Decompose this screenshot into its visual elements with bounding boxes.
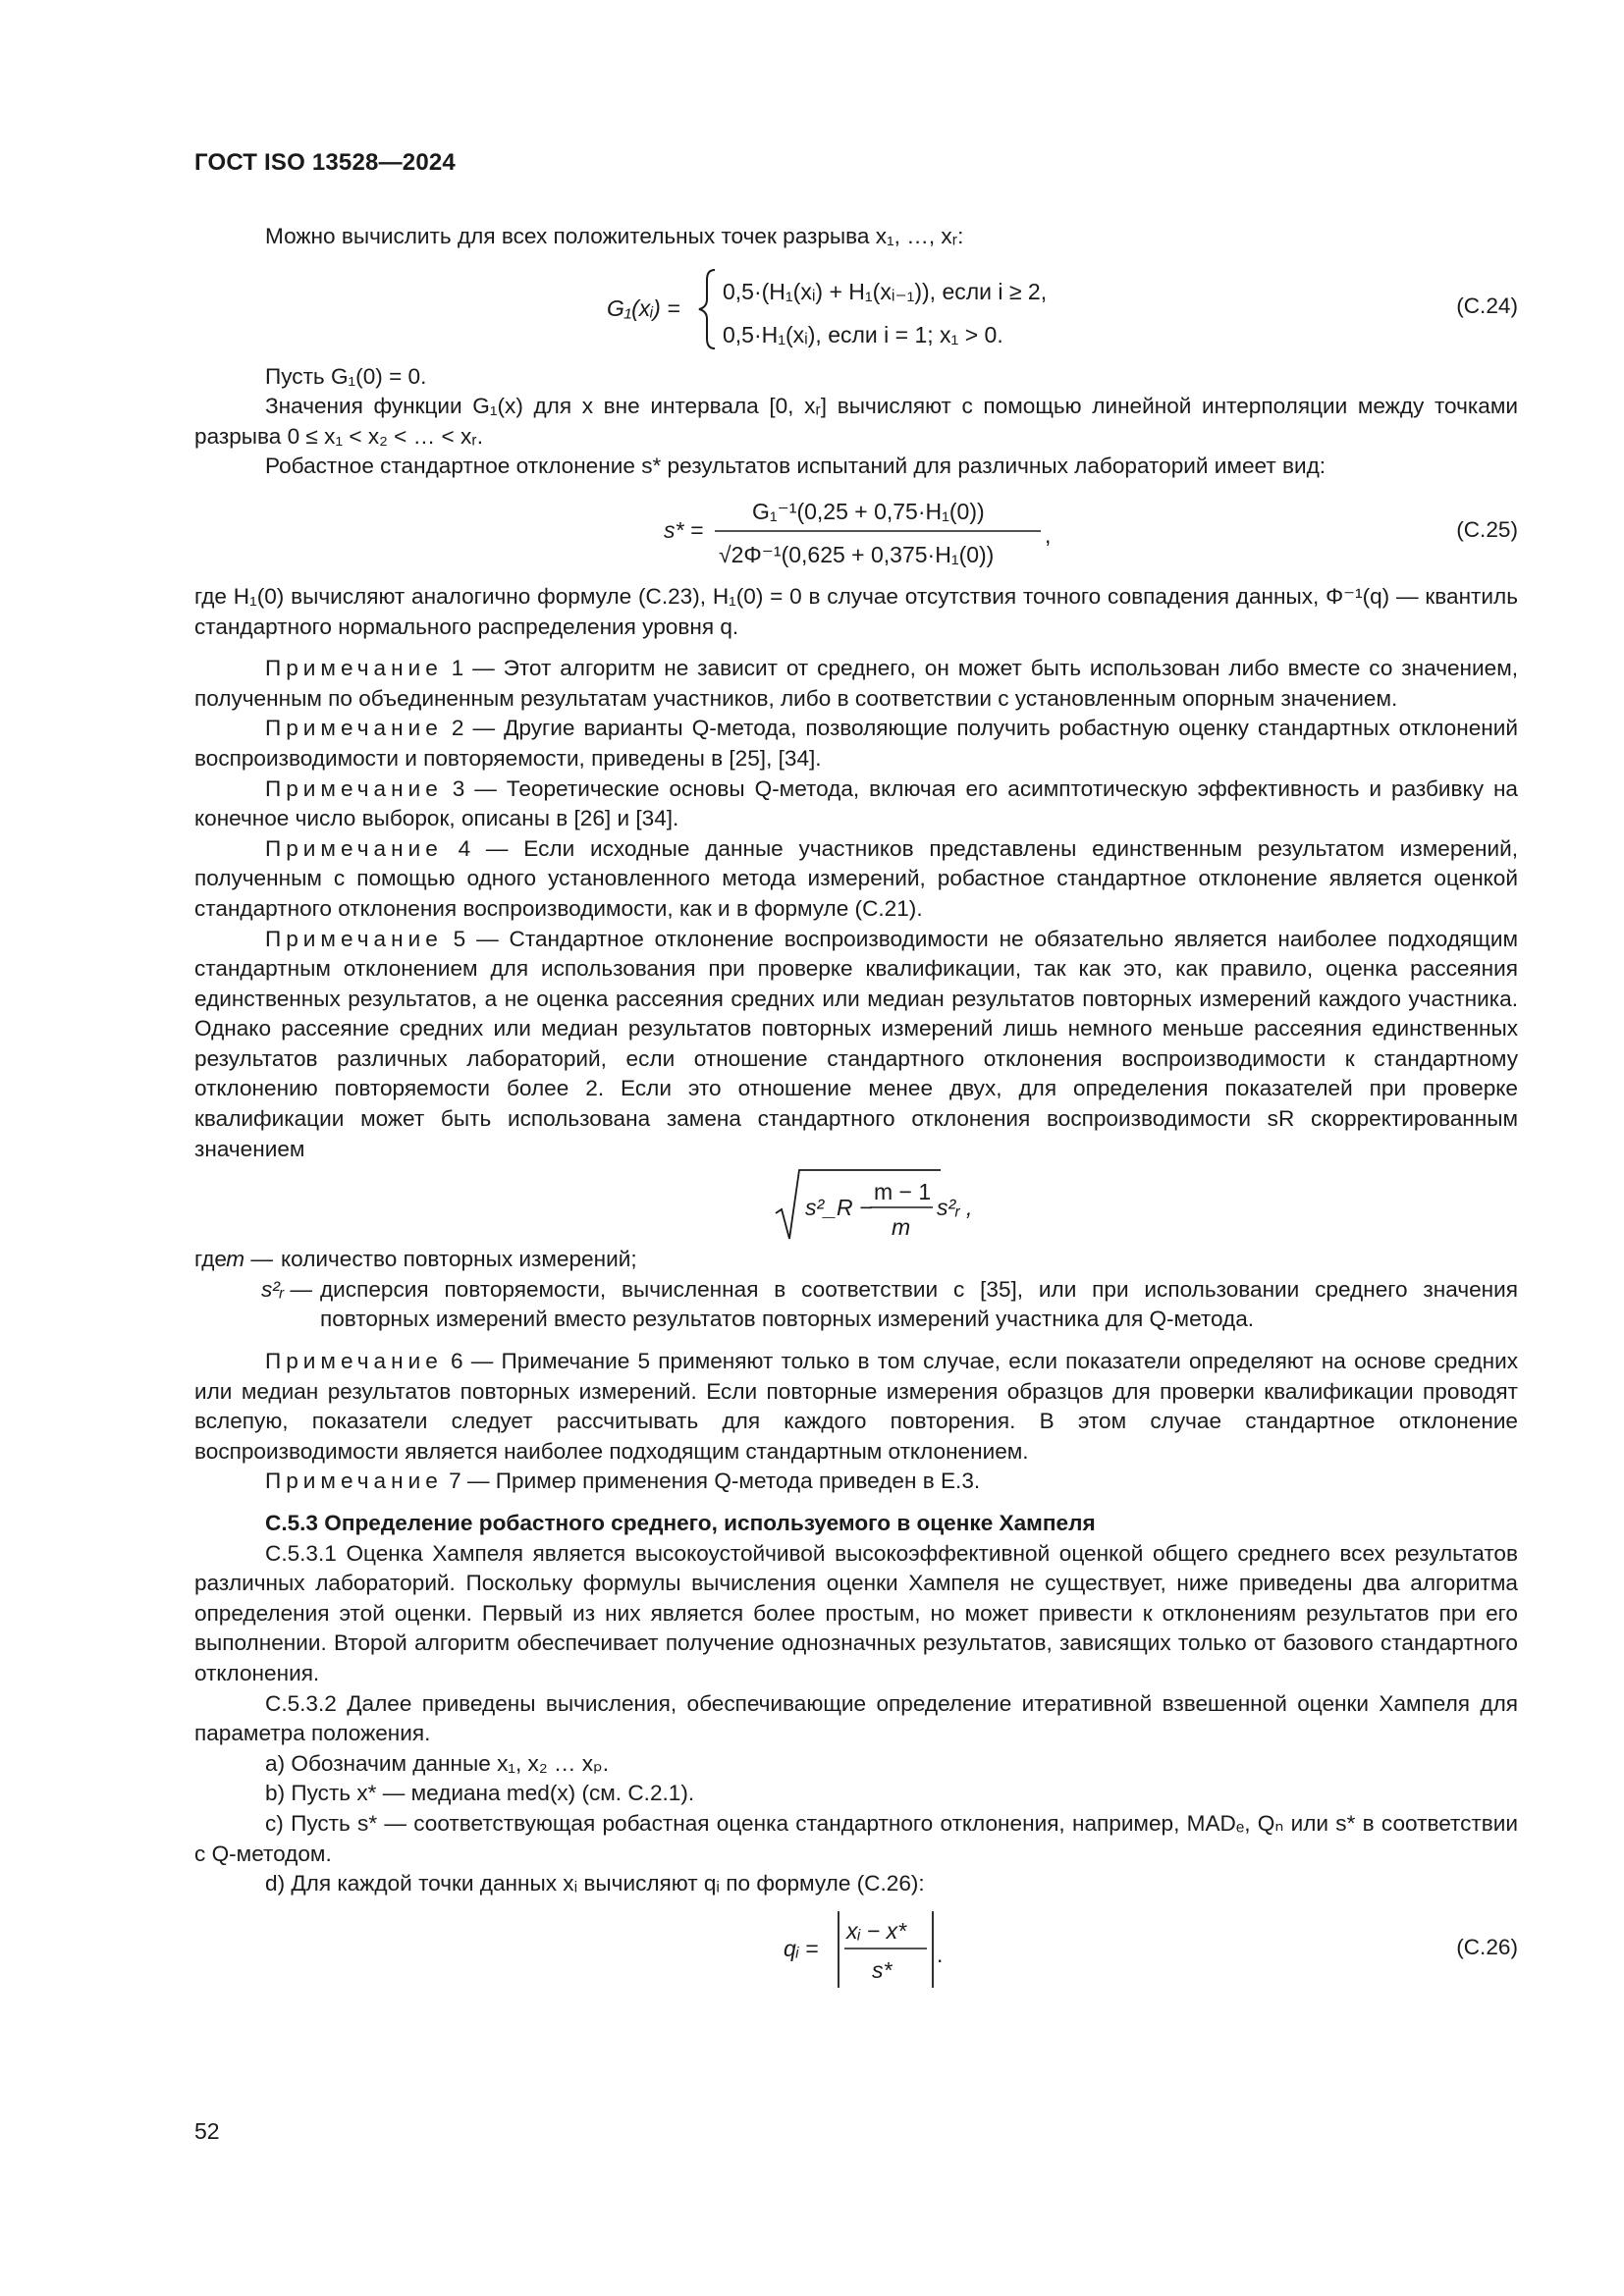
page-content [194,222,1518,1994]
equation-number-c24: (C.24) [1456,293,1518,318]
note-text: 7 — Пример применения Q-метода приведен в Е.3. [449,1468,981,1494]
paragraph: Значения функции G₁(x) для x вне интервала [0, xᵣ] вычисляют с помощью линейной интерполяции между точками разрыва 0 ≤ x₁ < x₂ < … < xᵣ. [194,394,1518,449]
note-2 [194,714,1518,774]
note-6 [194,1347,1518,1467]
paragraph: С.5.3.1 Оценка Хампеля является высокоустойчивой высокоэффективной оценкой общего среднего всех результатов различных лабораторий. Поскольку формулы вычисления оценки Хампеля не существует, ниже приведены два алгоритма определения этой оценки. Первый из них является более простым, но может привести к отклонениям результатов при его выполнении. Второй алгоритм обеспечивает получение однозначных результатов, зависящих только от базового стандартного отклонения. [194,1540,1518,1685]
paragraph: Робастное стандартное отклонение s* результатов испытаний для различных лабораторий имеет вид: [265,454,1326,479]
formula-sqrt-numerator: m − 1 [874,1179,932,1205]
note-label: Примечание [265,775,443,801]
note-label: Примечание [265,926,443,951]
formula-c25-denominator: √2Φ⁻¹(0,625 + 0,375·H₁(0)) [719,541,995,567]
definition-term: s²ᵣ — [260,1276,312,1302]
note-1 [194,654,1518,714]
list-item: b) Пусть x* — медиана med(x) (см. С.2.1). [265,1781,695,1806]
formula-c25-graphic [194,484,1518,578]
paragraph: где H₁(0) вычисляют аналогично формуле (C.23), H₁(0) = 0 в случае отсутствия точного совпадения данных, Φ⁻¹(q) — квантиль стандартного нормального распределения уровня q. [194,583,1518,639]
note-text: 3 — Теоретические основы Q-метода, включая его асимптотическую эффективность и разбивку на конечное число выборок, описаны в [26] и [34]. [194,775,1518,831]
formula-c25-numerator: G₁⁻¹(0,25 + 0,75·H₁(0)) [752,498,985,524]
list-item: d) Для каждой точки данных xᵢ вычисляют qᵢ по формуле (C.26): [265,1871,925,1896]
note-text: 1 — Этот алгоритм не зависит от среднего, он может быть использован либо вместе со значением, полученным по объединенным результатам участников, либо в соответствии с установленным опорным значением. [194,656,1519,711]
formula-c24-row1: 0,5·(H₁(xᵢ) + H₁(xᵢ₋₁)), если i ≥ 2, [723,278,1048,304]
formula-c26-tail: . [937,1941,944,1967]
note-text: 4 — Если исходные данные участников представлены единственным результатом измерений, полученным с помощью одного установленного метода измерений, робастное стандартное отклонение является оценкой стандартного отклонения воспроизводимости, как и в формуле (C.21). [194,835,1518,921]
note-label: Примечание [265,656,443,681]
list-item: c) Пусть s* — соответствующая робастная оценка стандартного отклонения, например, MADₑ, Qₙ или s* в соответствии с Q-методом. [194,1810,1518,1866]
note-7 [194,1467,1518,1497]
equation-number-c25: (C.25) [1456,516,1518,542]
brace-glyph [699,270,715,348]
formula-c26 [194,1903,1518,1990]
formula-c24-lhs: G₁(xᵢ) = [607,294,680,321]
formula-c24 [194,258,1518,356]
formula-c24-graphic [194,258,1518,356]
definition-text: дисперсия повторяемости, вычисленная в соответствии с [35], или при использовании среднего значения повторных измерений вместо результатов повторных измерений участника для Q-метода. [320,1276,1518,1332]
formula-c26-graphic [194,1903,1518,1990]
note-text: 6 — Примечание 5 применяют только в том случае, если показатели определяют на основе средних или медиан результатов повторных измерений. Если повторные измерения образцов для проверки квалификации проводят вслепую, показатели следует рассчитывать для каждого повторения. В этом случае стандартное отклонение воспроизводимости является наиболее подходящим стандартным отклонением. [194,1349,1518,1464]
definition-term: m — [226,1247,273,1272]
definition-row [194,1275,1518,1335]
note-label: Примечание [265,835,443,861]
paragraph: Можно вычислить для всех положительных точек разрыва x₁, …, xᵣ: [265,224,964,248]
note-label: Примечание [265,716,443,741]
note-3 [194,774,1518,834]
definition-row: где m — количество повторных измерений; [194,1245,1518,1275]
formula-sqrt-graphic [194,1164,1518,1245]
definition-text: количество повторных измерений; [281,1247,637,1272]
formula-c24-row2: 0,5·H₁(xᵢ), если i = 1; x₁ > 0. [723,321,1003,347]
document-header: ГОСТ ISO 13528—2024 [194,149,456,176]
list-item: a) Обозначим данные x₁, x₂ … xₚ. [265,1750,610,1776]
note-5 [194,925,1518,1165]
note-label: Примечание [265,1349,443,1374]
formula-c26-numerator: xᵢ − x* [846,1917,907,1944]
formula-c26-denominator: s* [872,1956,893,1983]
page-number: 52 [194,2118,220,2144]
formula-sqrt [194,1164,1518,1245]
note-text: 5 — Стандартное отклонение воспроизводимости не обязательно является наиболее подходящим стандартным отклонением для использования при проверке квалификации, так как это, как правило, оценка рассеяния единственных результатов, а не оценка рассеяния средних или медиан результатов повторных измерений каждого участника. Однако рассеяние средних или медиан результатов повторных измерений лишь немного меньше рассеяния единственных результатов различных лабораторий, если отношение стандартного отклонения воспроизводимости к стандартному отклонению повторяемости более 2. Если это отношение менее двух, для определения показателей при проверке квалификации может быть использована замена стандартного отклонения воспроизводимости sR скорректированным значением [194,926,1518,1161]
note-label: Примечание [265,1468,443,1494]
note-4 [194,834,1518,925]
paragraph: С.5.3.2 Далее приведены вычисления, обеспечивающие определение итеративной взвешенной оценки Хампеля для параметра положения. [194,1690,1518,1746]
paragraph: Пусть G₁(0) = 0. [265,363,427,389]
formula-sqrt-b: s²ᵣ , [937,1195,973,1221]
formula-c25-tail: , [1045,521,1052,548]
formula-sqrt-a: s²_R − [805,1195,873,1221]
formula-sqrt-denominator: m [892,1214,911,1241]
section-heading: С.5.3 Определение робастного среднего, используемого в оценке Хампеля [265,1511,1096,1535]
formula-c25 [194,484,1518,578]
formula-c25-lhs: s* = [664,516,704,543]
equation-number-c26: (C.26) [1456,1934,1518,1959]
note-text: 2 — Другие варианты Q-метода, позволяющие получить робастную оценку стандартных отклонений воспроизводимости и повторяемости, приведены в [25], [34]. [194,716,1518,771]
formula-c26-lhs: qᵢ = [784,1935,819,1961]
